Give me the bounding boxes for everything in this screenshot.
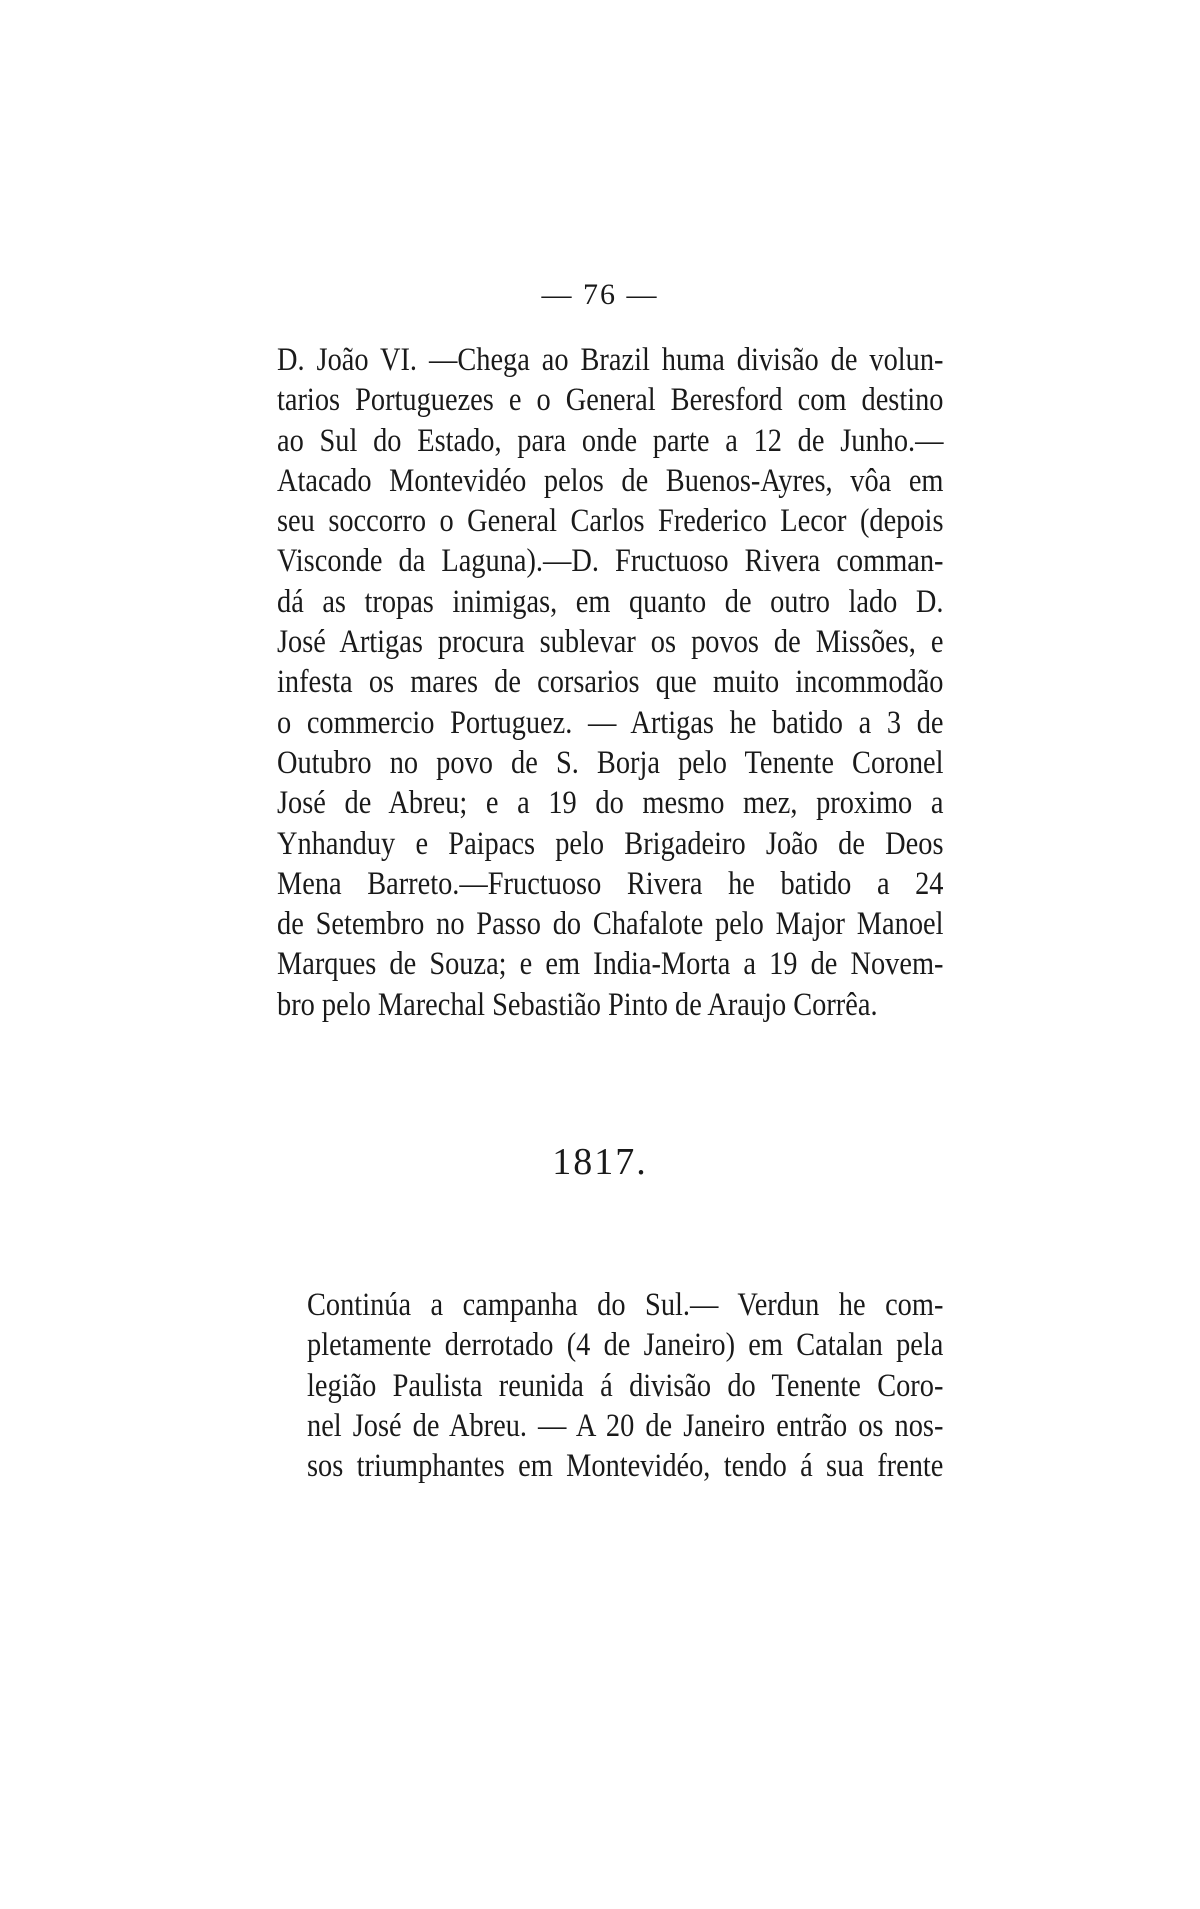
text-line: pletamente derrotado (4 de Janeiro) em Catalan pela (307, 1327, 944, 1364)
text-line: José Artigas procura sublevar os povos de Missões, e (277, 624, 944, 661)
text-line: de Setembro no Passo do Chafalote pelo Major Manoel (277, 906, 944, 943)
text-line: dá as tropas inimigas, em quanto de outro lado D. (277, 583, 944, 620)
text-line: sos triumphantes em Montevidéo, tendo á sua frente (307, 1448, 944, 1485)
text-line: Marques de Souza; e em India-Morta a 19 de Novem- (277, 946, 944, 983)
text-line: tarios Portuguezes e o General Beresford com destino (277, 382, 944, 419)
text-line: Mena Barreto.—Fructuoso Rivera he batido a 24 (277, 865, 944, 902)
text-line: José de Abreu; e a 19 do mesmo mez, proximo a (277, 785, 944, 822)
text-line: D. João VI. —Chega ao Brazil huma divisão de volun- (277, 342, 944, 378)
text-line: bro pelo Marechal Sebastião Pinto de Araujo Corrêa. (277, 986, 878, 1023)
text-line: Ynhanduy e Paipacs pelo Brigadeiro João de Deos (277, 825, 944, 862)
text-line: Atacado Montevidéo pelos de Buenos-Ayres, vôa em (277, 462, 944, 499)
text-line: nel José de Abreu. — A 20 de Janeiro entrão os nos- (307, 1407, 944, 1444)
paragraph-1817 (307, 1285, 943, 1486)
page-number: — 76 — (541, 278, 659, 311)
text-line: legião Paulista reunida á divisão do Tenente Coro- (307, 1367, 944, 1404)
text-line: o commercio Portuguez. — Artigas he batido a 3 de (277, 704, 944, 741)
paragraph-1816 (277, 340, 944, 1025)
text-line: ao Sul do Estado, para onde parte a 12 de Junho.— (277, 422, 944, 459)
text-line: Visconde da Laguna).—D. Fructuoso Rivera comman- (277, 543, 944, 580)
text-line: infesta os mares de corsarios que muito incommodão (277, 664, 944, 701)
year-heading: 1817. (552, 1141, 648, 1183)
text-line: Continúa a campanha do Sul.— Verdun he com- (307, 1287, 944, 1323)
text-line: Outubro no povo de S. Borja pelo Tenente Coronel (277, 744, 944, 781)
text-line: seu soccorro o General Carlos Frederico Lecor (depois (277, 503, 944, 540)
